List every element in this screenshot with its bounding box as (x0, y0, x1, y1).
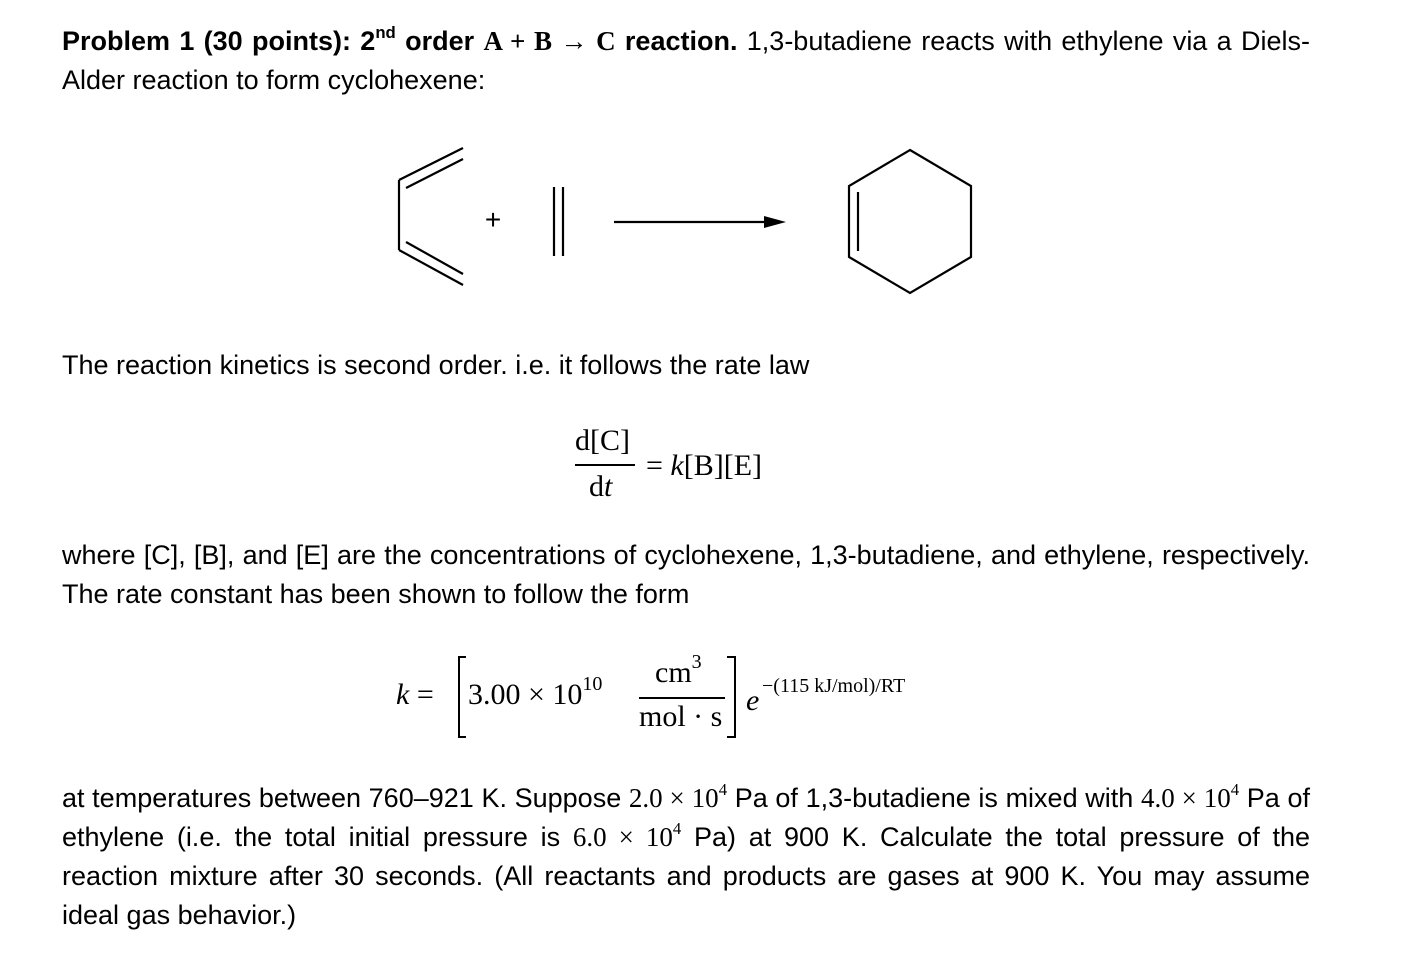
rate-law-rhs: = k[B][E] (646, 449, 763, 482)
unit-numerator: $cm^3$ (655, 651, 702, 689)
exponential-power: −(115 kJ/mol)/RT (762, 675, 906, 697)
problem-intro-text: 1,3-butadiene reacts with ethylene via a Diels-Alder reaction to form cyclohexene: (62, 26, 1310, 95)
unit-denominator: mol · s (639, 700, 723, 733)
unit-fraction-bar (639, 697, 725, 699)
total-initial-pressure: $6.0 \times 10^4$ (572, 818, 682, 852)
butadiene-pressure: $2.0 \times 10^4$ (628, 779, 728, 813)
where-paragraph: where [C], [B], and [E] are the concentrations of cyclohexene, 1,3-butadiene, and ethylene, respectively. The rate constant has been shown to follow the form (62, 540, 1310, 609)
left-bracket-icon (459, 657, 466, 737)
rate-law-numerator: d[C] (575, 424, 630, 457)
rate-law-intro: The reaction kinetics is second order. i.e. it follows the rate law (62, 350, 810, 380)
rate-constant-lhs: k = (396, 678, 434, 711)
plus-sign: + (484, 204, 502, 235)
right-bracket-icon (727, 657, 735, 737)
rate-law-denominator: dt (589, 470, 613, 503)
reaction-formula: A + B → C (483, 26, 616, 56)
rate-constant-prefactor: $3.00 \times 10^{10}$ (468, 673, 603, 711)
exponential: e (746, 684, 760, 717)
final-paragraph: at temperatures between 760–921 K. Suppose $2.0 \times 10^4$ Pa of 1,3-butadiene is mixed with $4.0 \times 10^4$ Pa of ethylene (i.e. the total initial pressure is $6.0 \times 10^4$ Pa) at 900 K. Calculate the total pressure of the reaction mixture after 30 seconds. (All reactants and products are gases at 900 K. You may assume ideal gas behavior.) (62, 779, 1310, 930)
problem-label: Problem 1 (30 points): 2nd order A + B → C reaction. (62, 22, 738, 56)
ethylene-pressure: $4.0 \times 10^4$ (1140, 779, 1240, 813)
